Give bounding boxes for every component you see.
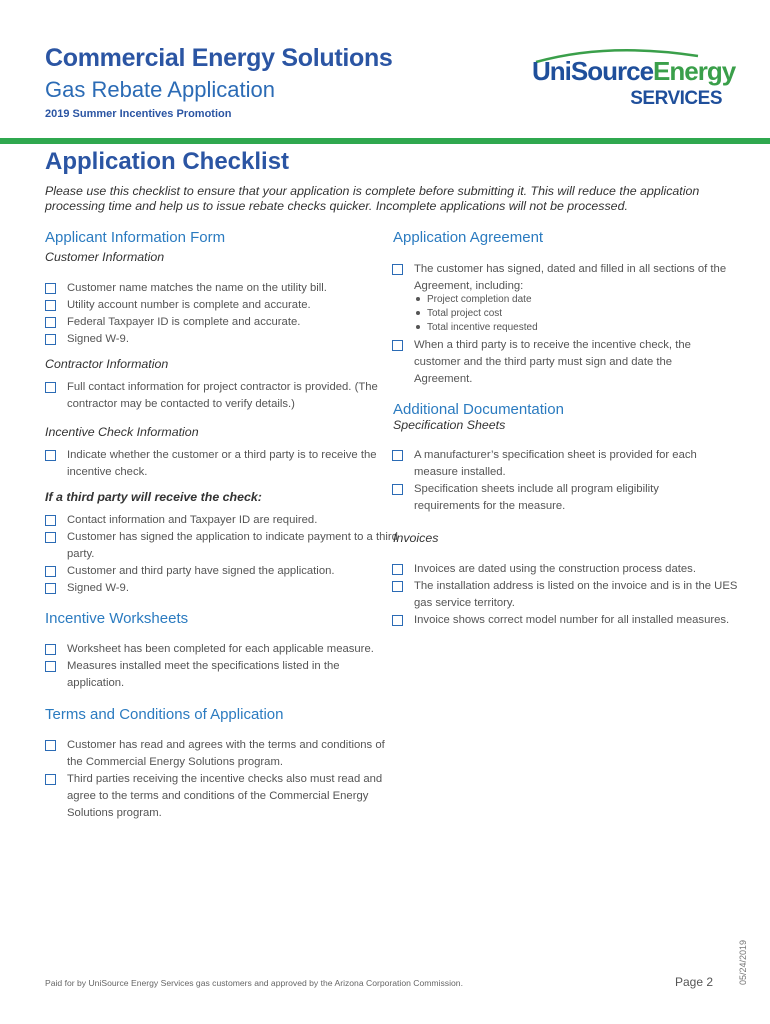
checklist-intro: Please use this checklist to ensure that your application is complete before submitting it. This will reduce the application processing time and help us to issue rebate checks quicker. Incomplete applications will not be processed. <box>45 184 700 213</box>
checkbox[interactable] <box>392 264 403 275</box>
checklist-item[interactable] <box>45 512 397 529</box>
agreement-bullet <box>416 321 538 335</box>
checklist-item-label: A manufacturer’s specification sheet is provided for each measure installed. <box>414 449 697 478</box>
customer-info-heading: Customer Information <box>45 250 165 264</box>
unisource-logo <box>528 46 736 118</box>
checkbox[interactable] <box>45 661 56 672</box>
checklist-item[interactable] <box>45 331 397 348</box>
checklist-item[interactable] <box>392 561 734 578</box>
checklist-item[interactable] <box>45 280 397 297</box>
checkbox[interactable] <box>392 484 403 495</box>
logo-wordmark <box>532 56 735 87</box>
logo-text-services: SERVICES <box>630 88 722 109</box>
checklist-item[interactable] <box>392 337 729 388</box>
footer-disclaimer: Paid for by UniSource Energy Services gas customers and approved by the Arizona Corporation Commission. <box>45 978 463 988</box>
header-divider <box>0 138 770 144</box>
checklist-item[interactable] <box>45 771 387 822</box>
checklist-item-label: Signed W-9. <box>67 333 129 345</box>
checklist-item[interactable] <box>45 641 402 658</box>
checkbox[interactable] <box>45 583 56 594</box>
checklist-item-label: Contact information and Taxpayer ID are required. <box>67 514 318 526</box>
checkbox[interactable] <box>45 532 56 543</box>
terms-heading: Terms and Conditions of Application <box>45 706 284 723</box>
checklist-item-label: Invoices are dated using the construction process dates. <box>414 563 696 575</box>
promotion-label: 2019 Summer Incentives Promotion <box>45 108 232 120</box>
checklist-item[interactable] <box>392 578 739 612</box>
checkbox[interactable] <box>45 644 56 655</box>
checkbox[interactable] <box>45 334 56 345</box>
applicant-info-heading: Applicant Information Form <box>45 229 226 246</box>
checklist-item[interactable] <box>45 529 402 563</box>
additional-documentation-heading: Additional Documentation <box>393 401 564 418</box>
checklist-item[interactable] <box>392 261 734 295</box>
checkbox[interactable] <box>45 283 56 294</box>
checklist-item[interactable] <box>45 379 387 413</box>
invoices-heading: Invoices <box>393 531 439 545</box>
logo-text-unisource: UniSource <box>532 56 654 86</box>
checklist-item-label: Signed W-9. <box>67 582 129 594</box>
checkbox[interactable] <box>45 515 56 526</box>
checklist-item-label: Third parties receiving the incentive checks also must read and agree to the terms and conditions of the Commercial Energy Solutions program. <box>67 773 383 819</box>
checkbox[interactable] <box>45 300 56 311</box>
checklist-item[interactable] <box>45 580 397 597</box>
checkbox[interactable] <box>45 450 56 461</box>
document-subtitle: Gas Rebate Application <box>45 77 275 102</box>
checklist-item-label: Indicate whether the customer or a third party is to receive the incentive check. <box>67 449 377 478</box>
third-party-heading: If a third party will receive the check: <box>45 490 262 504</box>
incentive-worksheets-heading: Incentive Worksheets <box>45 610 189 627</box>
checklist-item-label: Federal Taxpayer ID is complete and accurate. <box>67 316 301 328</box>
checklist-item-label: Utility account number is complete and accurate. <box>67 299 311 311</box>
checklist-item[interactable] <box>45 447 397 481</box>
checkbox[interactable] <box>45 740 56 751</box>
revision-date: 05/24/2019 <box>738 939 748 985</box>
page-number: Page 2 <box>675 975 714 989</box>
checklist-item[interactable] <box>392 481 714 515</box>
checklist-item[interactable] <box>45 297 397 314</box>
bullet-label: Total project cost <box>427 308 503 319</box>
bullet-label: Project completion date <box>427 294 532 305</box>
incentive-check-heading: Incentive Check Information <box>45 425 199 439</box>
checklist-item[interactable] <box>45 737 402 771</box>
checklist-item-label: Full contact information for project contractor is provided. (The contractor may be contacted to verify details.) <box>67 381 378 410</box>
checkbox[interactable] <box>392 581 403 592</box>
contractor-info-heading: Contractor Information <box>45 357 169 371</box>
specification-sheets-heading: Specification Sheets <box>393 418 506 432</box>
checklist-item-label: Worksheet has been completed for each applicable measure. <box>67 643 374 655</box>
checklist-title: Application Checklist <box>45 148 290 175</box>
checklist-item-label: Customer has read and agrees with the terms and conditions of the Commercial Energy Solutions program. <box>67 739 385 768</box>
checklist-item-label: When a third party is to receive the incentive check, the customer and the third party must sign and date the Agreement. <box>414 339 691 385</box>
checklist-item-label: Specification sheets include all program eligibility requirements for the measure. <box>414 483 659 512</box>
checkbox[interactable] <box>392 450 403 461</box>
checkbox[interactable] <box>45 382 56 393</box>
checklist-item[interactable] <box>45 314 397 331</box>
checklist-item-label: Customer has signed the application to indicate payment to a third party. <box>67 531 398 560</box>
document-title: Commercial Energy Solutions <box>45 44 393 72</box>
checklist-item-label: Customer and third party have signed the application. <box>67 565 335 577</box>
checklist-item-label: The customer has signed, dated and filled in all sections of the Agreement, including: <box>414 263 727 292</box>
checkbox[interactable] <box>45 317 56 328</box>
checklist-item[interactable] <box>392 447 734 481</box>
checklist-item-label: Invoice shows correct model number for all installed measures. <box>414 614 730 626</box>
checkbox[interactable] <box>45 566 56 577</box>
checkbox[interactable] <box>392 340 403 351</box>
checklist-item[interactable] <box>45 563 397 580</box>
checklist-item-label: Customer name matches the name on the utility bill. <box>67 282 327 294</box>
bullet-label: Total incentive requested <box>427 322 538 333</box>
checkbox[interactable] <box>392 564 403 575</box>
checkbox[interactable] <box>392 615 403 626</box>
agreement-bullet <box>416 307 502 321</box>
checklist-item[interactable] <box>392 612 734 629</box>
checklist-item[interactable] <box>45 658 387 692</box>
application-agreement-heading: Application Agreement <box>393 229 544 246</box>
checkbox[interactable] <box>45 774 56 785</box>
checklist-item-label: Measures installed meet the specifications listed in the application. <box>67 660 340 689</box>
logo-text-energy: Energy <box>653 56 736 86</box>
agreement-bullet <box>416 293 532 307</box>
checklist-item-label: The installation address is listed on the invoice and is in the UES gas service territory. <box>414 580 738 609</box>
